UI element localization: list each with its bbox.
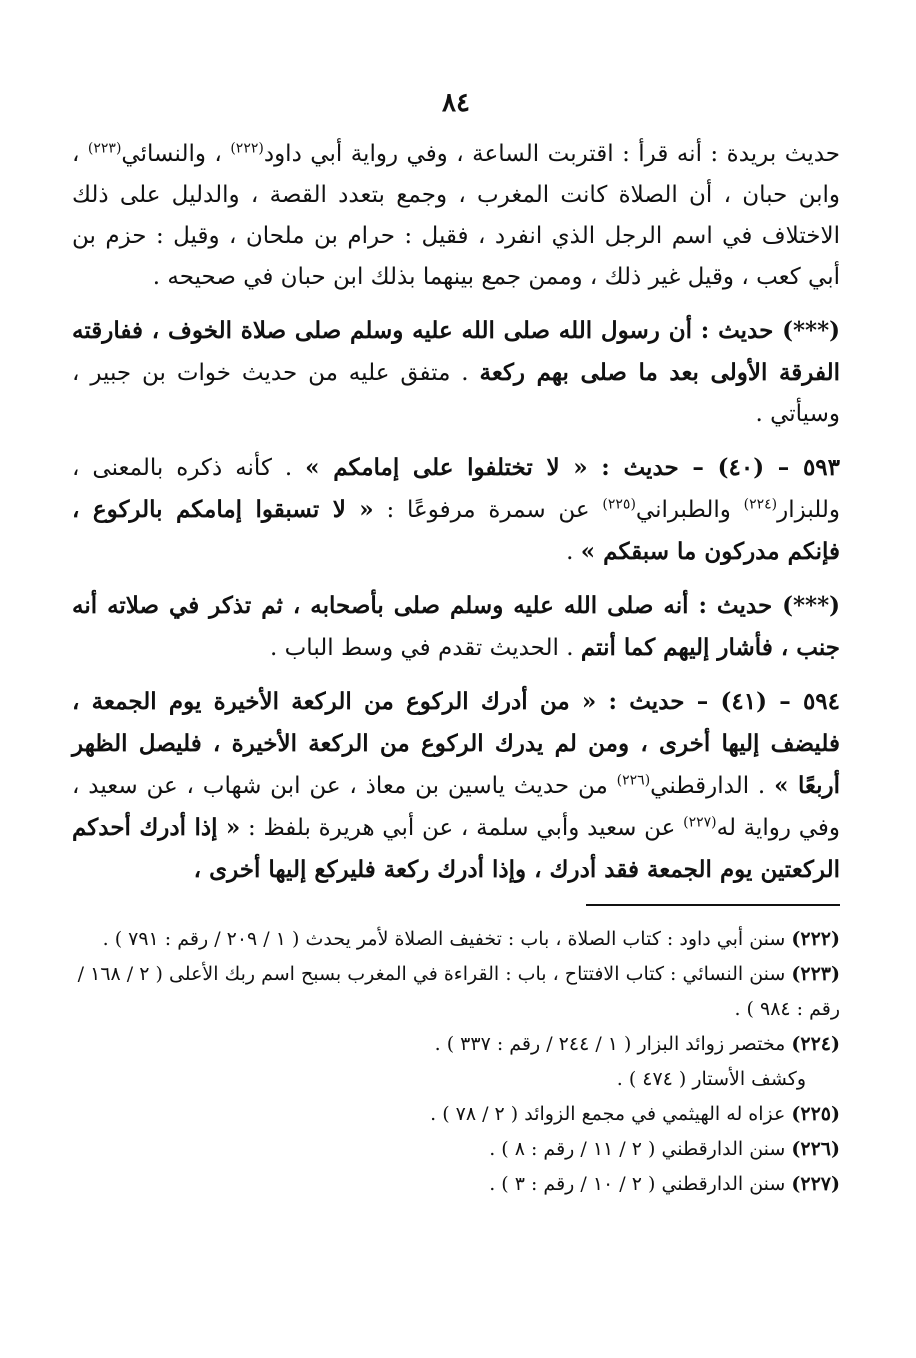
footnote-number: (٢٢٥) bbox=[791, 1103, 840, 1125]
hadith-text: « لا تسبقوا إمامكم بالركوع ، فإنكم مدركون ما سبقكم » bbox=[72, 496, 840, 565]
text-run: . كأنه ذكره بالمعنى ، وللبزار bbox=[72, 455, 840, 523]
paragraph-buraydah bbox=[72, 134, 840, 298]
text-run: عن سعيد وأبي سلمة ، عن أبي هريرة بلفظ : bbox=[240, 815, 684, 841]
footnote-number: (٢٢٦) bbox=[791, 1138, 840, 1160]
footnote-text: سنن النسائي : كتاب الافتتاح ، باب : القراءة في المغرب بسبح اسم ربك الأعلى ( ٢ / ١٦٨ / رقم : ٩٨٤ ) . bbox=[77, 963, 840, 1020]
footnote-226 bbox=[72, 1132, 840, 1167]
page-body bbox=[72, 88, 840, 903]
text-run: . bbox=[566, 539, 581, 565]
hadith-text: (***) حديث : أنه صلى الله عليه وسلم صلى بأصحابه ، ثم تذكر في صلاته أنه جنب ، فأشار إليهم كما أنتم bbox=[72, 592, 840, 661]
text-run: . الحديث تقدم في وسط الباب . bbox=[270, 635, 581, 661]
footnote-ref-226[interactable]: (٢٢٦) bbox=[616, 772, 651, 789]
footnote-number: (٢٢٤) bbox=[791, 1033, 840, 1055]
footnote-222 bbox=[72, 922, 840, 957]
footnote-text: مختصر زوائد البزار ( ١ / ٢٤٤ / رقم : ٣٣٧ ) . bbox=[434, 1033, 792, 1055]
paragraph-hadith-594 bbox=[72, 681, 840, 891]
footnote-number: (٢٢٣) bbox=[791, 963, 840, 985]
footnote-text: عزاه له الهيثمي في مجمع الزوائد ( ٢ / ٧٨ ) . bbox=[430, 1103, 792, 1125]
footnote-224-continuation: وكشف الأستار ( ٤٧٤ ) . bbox=[616, 1068, 806, 1090]
hadith-text: (***) حديث : أن رسول الله صلى الله عليه وسلم صلى صلاة الخوف ، ففارقته الفرقة الأولى بعد ما صلى بهم ركعة bbox=[72, 317, 840, 386]
text-run: . الدارقطني bbox=[650, 773, 775, 799]
footnote-number: (٢٢٢) bbox=[791, 928, 840, 950]
footnote-ref-225[interactable]: (٢٢٥) bbox=[602, 496, 636, 513]
text-run: من حديث ياسين بن معاذ ، عن ابن شهاب ، عن سعيد ، وفي رواية له bbox=[72, 773, 840, 841]
paragraph-junub bbox=[72, 585, 840, 669]
hadith-text: « إذا أدرك أحدكم الركعتين يوم الجمعة فقد أدرك ، وإذا أدرك ركعة فليركع إليها أخرى ، bbox=[72, 814, 840, 883]
footnote-text: سنن أبي داود : كتاب الصلاة ، باب : تخفيف الصلاة لأمر يحدث ( ١ / ٢٠٩ / رقم : ٧٩١ ) . bbox=[102, 928, 792, 950]
paragraph-salat-al-khawf bbox=[72, 310, 840, 435]
footnote-224 bbox=[72, 1027, 840, 1062]
footnote-ref-223[interactable]: (٢٢٣) bbox=[87, 140, 122, 157]
footnote-text: سنن الدارقطني ( ٢ / ١١ / رقم : ٨ ) . bbox=[489, 1138, 792, 1160]
footnote-ref-227[interactable]: (٢٢٧) bbox=[683, 814, 717, 831]
page-number: ٨٤ bbox=[442, 88, 470, 118]
text-run: ، وابن حبان ، أن الصلاة كانت المغرب ، وجمع بتعدد القصة ، والدليل على ذلك الاختلاف في اسم الرجل الذي انفرد ، فقيل : حرام بن ملحان ، وقيل : حزم بن أبي كعب ، وقيل غير ذلك ، وممن جمع بينهما بذلك ابن حبان في صحيحه . bbox=[72, 141, 840, 290]
hadith-text: ٥٩٣ – (٤٠) – حديث : « لا تختلفوا على إمامكم » bbox=[305, 454, 840, 481]
paragraph-hadith-593 bbox=[72, 447, 840, 573]
text-run: . متفق عليه من حديث خوات بن جبير ، وسيأتي . bbox=[72, 360, 840, 427]
text-run: عن سمرة مرفوعًا : bbox=[373, 497, 603, 523]
text-run: ، والنسائي bbox=[121, 141, 231, 167]
text-run: حديث بريدة : أنه قرأ : اقتربت الساعة ، وفي رواية أبي داود bbox=[263, 141, 841, 167]
hadith-text: ٥٩٤ – (٤١) – حديث : « من أدرك الركوع من الركعة الأخيرة يوم الجمعة ، فليضف إليها أخرى ، ومن لم يدرك الركوع من الركعة الأخيرة ، فليصل الظهر أربعًا » bbox=[72, 688, 841, 799]
footnotes bbox=[72, 922, 840, 1202]
footnote-223 bbox=[72, 957, 840, 1027]
footnote-divider bbox=[586, 904, 840, 906]
text-run: والطبراني bbox=[635, 497, 744, 523]
footnote-number: (٢٢٧) bbox=[791, 1173, 840, 1195]
footnote-ref-222[interactable]: (٢٢٢) bbox=[230, 140, 264, 157]
footnote-text: سنن الدارقطني ( ٢ / ١٠ / رقم : ٣ ) . bbox=[489, 1173, 792, 1195]
footnote-225 bbox=[72, 1097, 840, 1132]
footnote-227 bbox=[72, 1167, 840, 1202]
footnote-ref-224[interactable]: (٢٢٤) bbox=[743, 496, 778, 513]
